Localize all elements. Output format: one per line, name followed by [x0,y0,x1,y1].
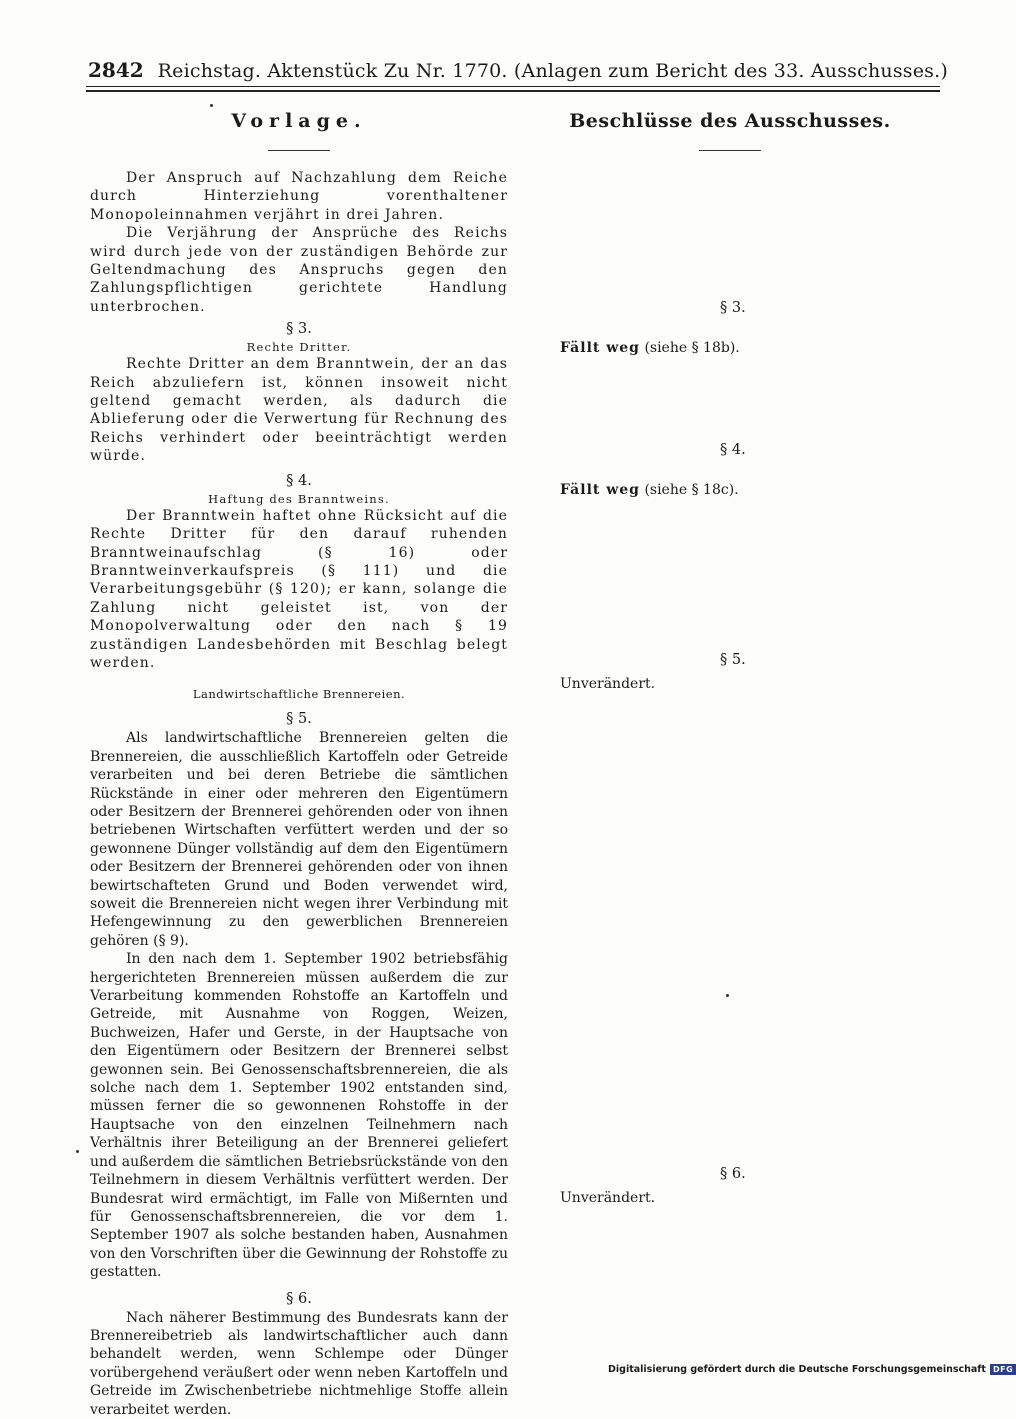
dfg-logo: DFG [990,1364,1016,1375]
intro-paragraph-2: Die Verjährung der Ansprüche des Reichs wird durch jede von der zuständigen Behörde zur Geltendmachung des Anspruchs gegen den Zahlungspflichtigen gerichtete Handlung unterbrochen. [90,225,508,315]
section-3-text: Rechte Dritter an dem Branntwein, der an das Reich abzuliefern ist, können insoweit nicht geltend gemacht werden, als dadurch die Ablieferung oder die Verwertung für Rechnung des Reichs verhindert oder beeinträchtigt werden würde. [90,356,508,465]
header-title: Reichstag. Aktenstück Zu Nr. 1770. (Anlagen zum Bericht des 33. Ausschusses.) [157,60,948,82]
decision-struck-label: Fällt weg [560,482,640,498]
right-column-beschluesse [560,106,900,1206]
section-5-paragraph-2: In den nach dem 1. September 1902 betriebsfähig hergerichteten Brennereien müssen außerdem die zur Verarbeitung kommenden Rohstoffe an Kartoffeln und Getreide, mit Ausnahme von Roggen, Weizen, Buchweizen, Hafer und Gerste, in der Hauptsache von den Eigentümern oder Besitzern der Brennerei selbst gewonnen sein. Bei Genossenschaftsbrennereien, die als solche nach dem 1. September 1902 entstanden sind, müssen ferner die so gewonnenen Rohstoffe in der Hauptsache von den einzelnen Teilnehmern nach Verhältnis ihrer Beteiligung an der Brennerei geliefert und außerdem die sämtlichen Betriebsrückstände von den Teilnehmern in diesem Verhältnis verfüttert werden. Der Bundesrat wird ermächtigt, im Falle von Mißernten und für Genossenschaftsbrennereien, die vor dem 1. September 1907 als solche bestanden haben, Ausnahmen von den Vorschriften über die Gewinnung der Rohstoffe zu gestatten. [90,951,508,1281]
header-rule [86,86,940,87]
section-6-heading: § 6. [286,1290,312,1307]
column-title-vorlage: Vorlage. [231,110,367,132]
right-section-4-heading: § 4. [720,442,746,458]
page-number: 2842 [88,58,144,82]
right-section-3-heading: § 3. [720,300,746,316]
decision-struck-label: Fällt weg [560,340,640,356]
decision-reference: (siehe § 18b). [644,340,740,356]
running-header [88,58,948,82]
section-4-heading: § 4. [286,472,312,489]
section-3-heading: § 3. [286,321,312,338]
right-section-4-decision [560,482,739,498]
section-5-paragraph-1: Als landwirtschaftliche Brennereien gelten die Brennereien, die ausschließlich Kartoffeln oder Getreide verarbeiten und bei deren Betriebe die sämtlichen Rückstände in einer oder mehreren den Eigentümern oder Besitzern der Brennerei gehörenden oder von ihnen betriebenen Wirtschaften verfüttert werden und der so gewonnene Dünger vollständig auf dem den Eigentümern oder Besitzern der Brennerei gehörenden oder von ihnen bewirtschafteten Grund und Boden verwendet wird, soweit die Brennereien nicht wegen ihrer Verbindung mit Hefengewinnung zu den gewerblichen Brennereien gehören (§ 9). [90,730,508,949]
decision-reference: (siehe § 18c). [644,482,739,498]
section-4-text: Der Branntwein haftet ohne Rücksicht auf die Rechte Dritter für den darauf ruhenden Branntweinaufschlag (§ 16) oder Branntweinverkaufspreis (§ 111) und die Verarbeitungsgebühr (§ 120); er kann, solange die Zahlung nicht geleistet ist, von der Monopolverwaltung oder den nach § 19 zuständigen Landesbehörden mit Beschlag belegt werden. [90,507,508,671]
digitization-footer [608,1364,1016,1375]
scan-speck [76,1150,79,1153]
intro-paragraph-1: Der Anspruch auf Nachzahlung dem Reiche durch Hinterziehung vorenthaltener Monopoleinnahmen verjährt in drei Jahren. [90,170,508,223]
intro-block [90,169,508,316]
title-rule [268,150,330,151]
left-column-vorlage [90,106,508,1419]
section-6-text: Nach näherer Bestimmung des Bundesrats kann der Brennereibetrieb als landwirtschaftlicher auch dann behandelt werden, wenn Schlempe oder Dünger vorübergehend veräußert oder wenn neben Kartoffeln und Getreide im Zwischenbetriebe nichtmehlige Stoffe allein verarbeitet werden. [90,1309,508,1418]
section-3-subhead: Rechte Dritter. [246,340,352,355]
column-title-beschluesse: Beschlüsse des Ausschusses. [569,110,891,132]
right-section-6-decision: Unverändert. [560,1190,656,1206]
right-section-3-decision [560,340,740,356]
section-3 [90,320,508,465]
right-section-5-decision: Unverändert. [560,676,656,692]
section-6 [90,1290,508,1419]
scan-speck [210,104,213,107]
section-5-heading: § 5. [286,711,312,728]
section-5 [90,710,508,1281]
footer-credit: Digitalisierung gefördert durch die Deutsche Forschungsgemeinschaft [608,1364,986,1375]
section-title-landwirtschaftliche: Landwirtschaftliche Brennereien. [192,687,406,702]
section-4-subhead: Haftung des Branntweins. [208,491,390,506]
title-rule [699,150,761,151]
scan-speck [726,994,729,997]
section-4 [90,472,508,673]
header-rule-thick [86,90,940,92]
right-section-5-heading: § 5. [720,652,746,668]
right-section-6-heading: § 6. [720,1166,746,1182]
